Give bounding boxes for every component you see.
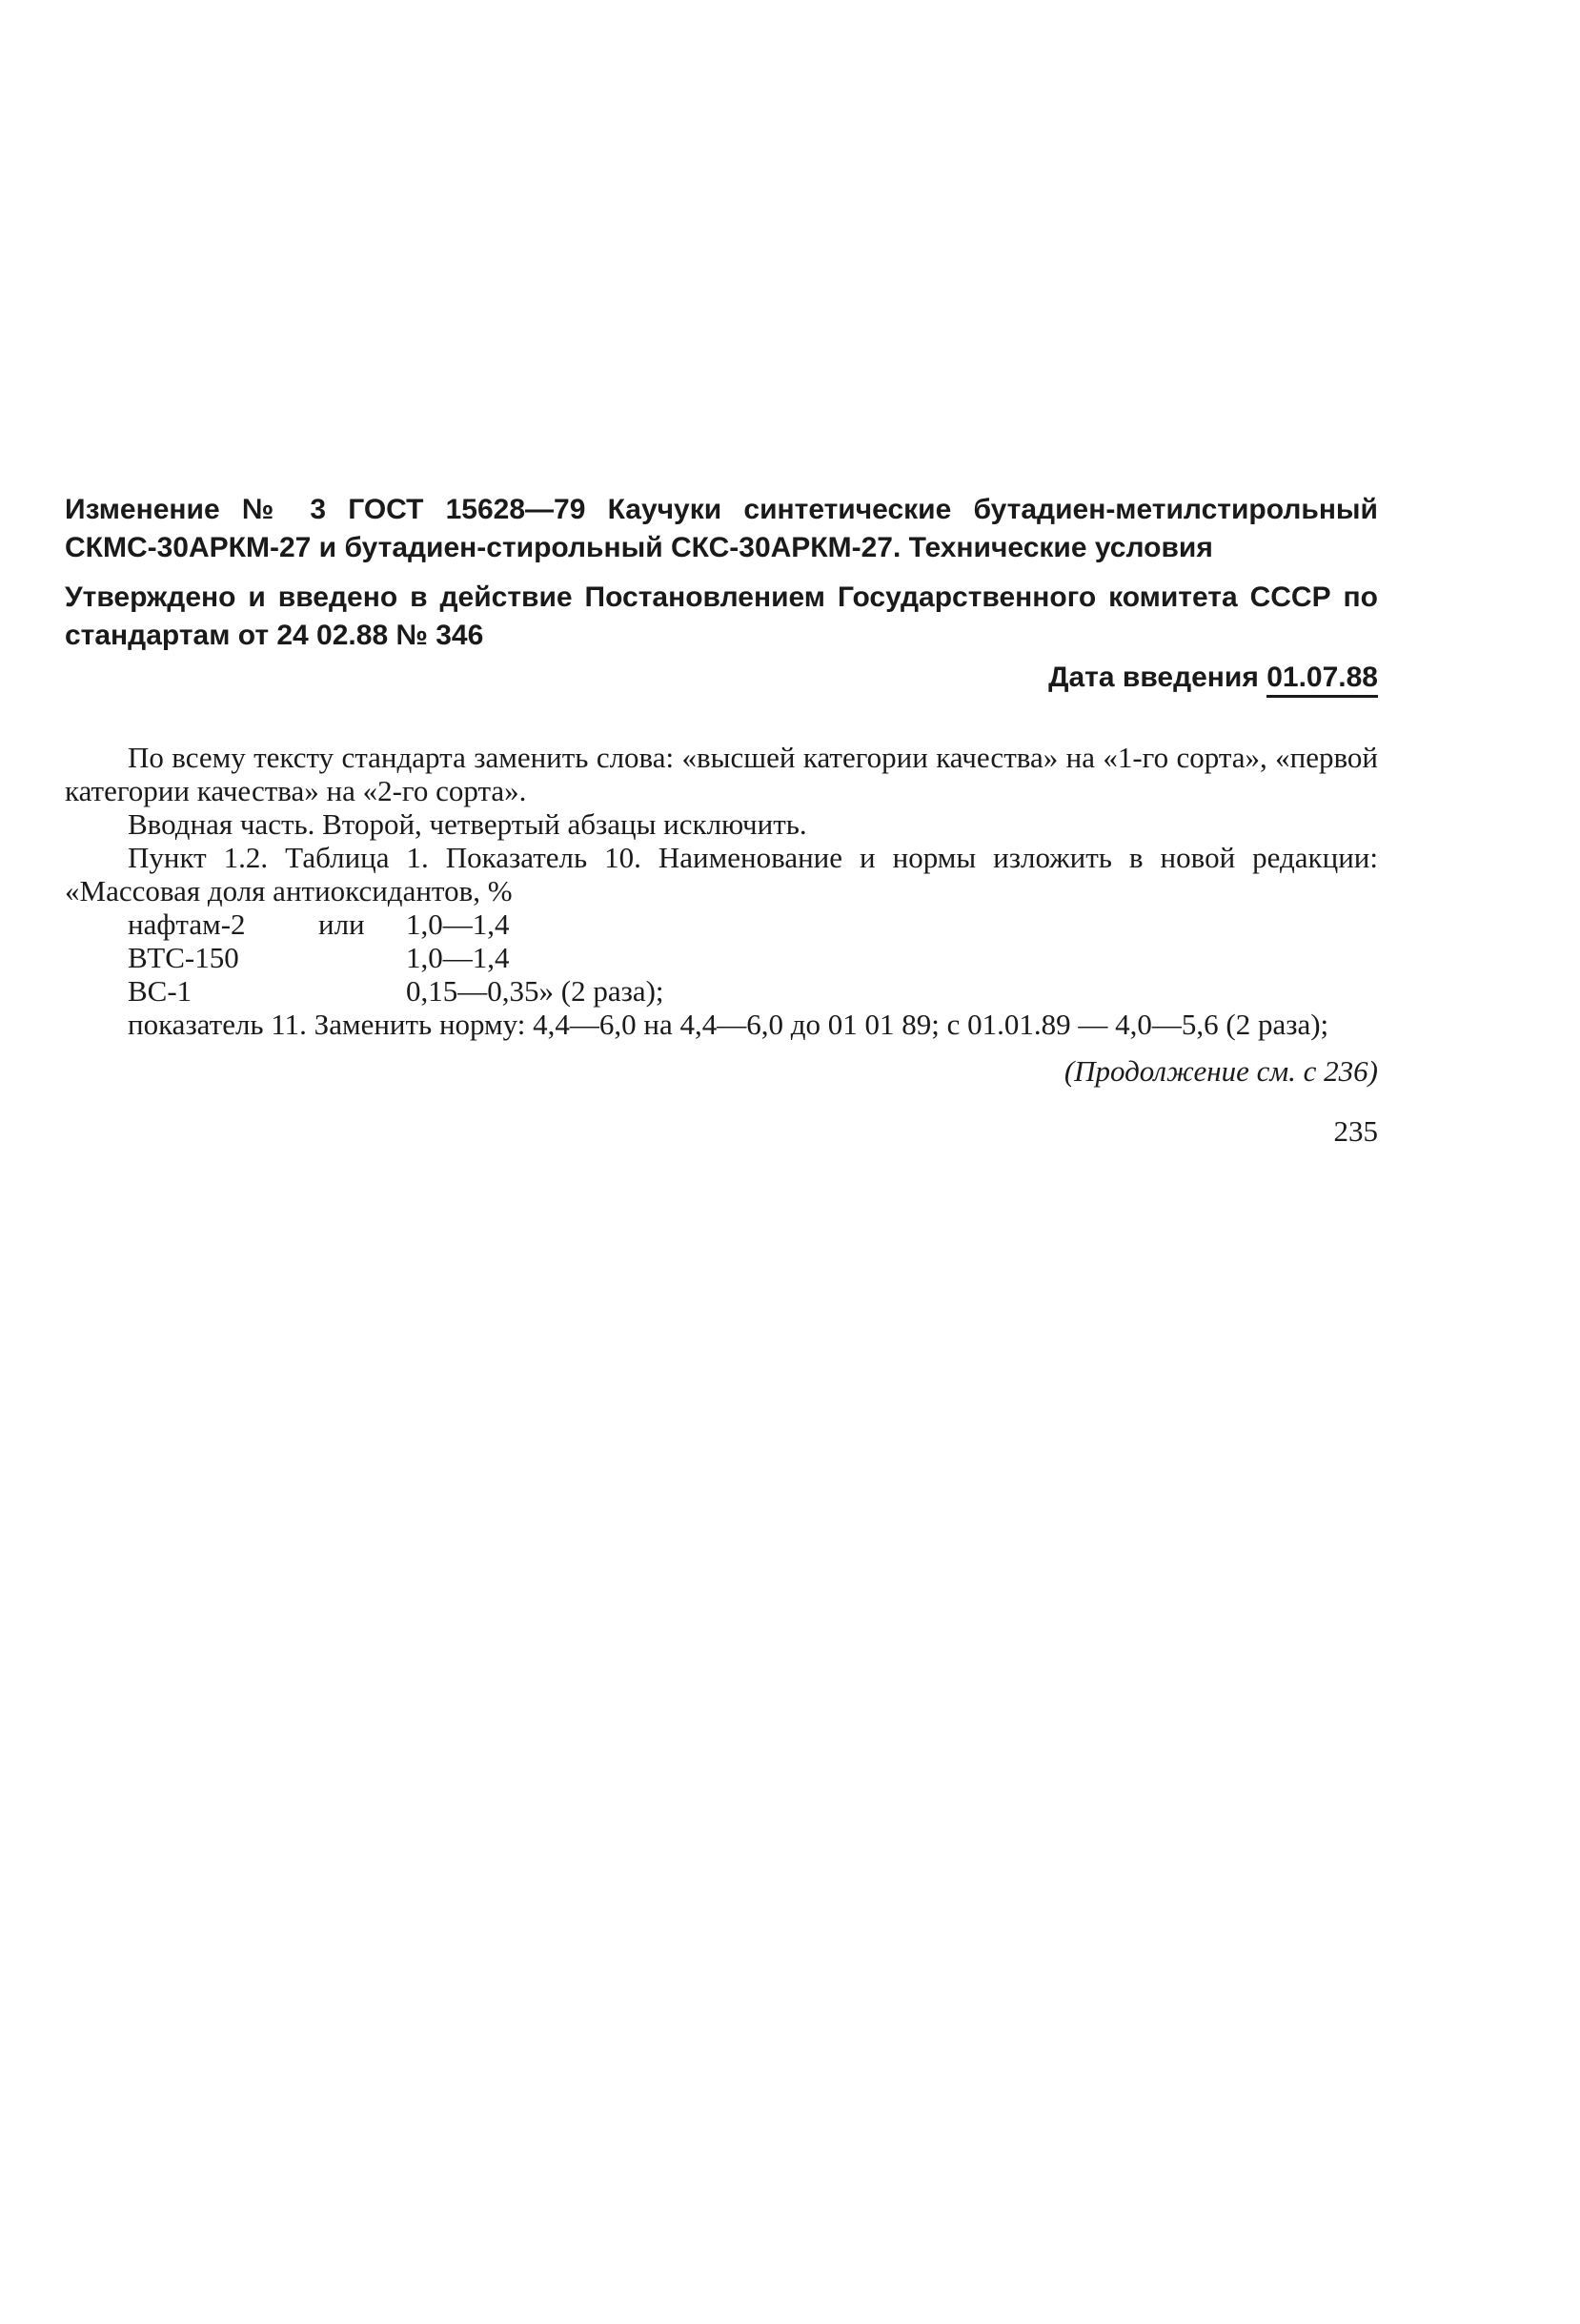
- effective-date-label: Дата введения: [1048, 662, 1259, 693]
- effective-date-value: 01.07.88: [1266, 662, 1378, 698]
- antioxidant-conj: или: [318, 907, 365, 941]
- antioxidant-conj: [318, 974, 406, 1008]
- paragraph-replace-words: По всему тексту стандарта заменить слова: «высшей категории качества» на «1-го сорта», «первой категории качества» на «2-го сорта».: [65, 741, 1378, 807]
- document-page: [65, 491, 1378, 1148]
- approval-statement: Утверждено и введено в действие Постановлением Государственного комитета СССР по стандартам от 24 02.88 № 346: [65, 581, 1378, 651]
- antioxidant-row: [65, 941, 1378, 974]
- antioxidant-value: 0,15—0,35» (2 раза);: [406, 974, 664, 1008]
- continued-note: (Продолжение см. с 236): [1063, 1054, 1378, 1088]
- antioxidant-value: 1,0—1,4: [406, 907, 510, 941]
- antioxidant-name: нафтам-2: [128, 907, 246, 941]
- antioxidant-conj: [318, 941, 406, 974]
- antioxidant-name: ВС-1: [128, 974, 192, 1008]
- page-number: 235: [1333, 1114, 1378, 1148]
- paragraph-indicator-11: показатель 11. Заменить норму: 4,4—6,0 на 4,4—6,0 до 01 01 89; с 01.01.89 — 4,0—5,6 (2 раза);: [128, 1008, 1329, 1041]
- antioxidant-value: 1,0—1,4: [406, 941, 510, 974]
- body-text: [65, 741, 1378, 1041]
- paragraph-item-1-2: Пункт 1.2. Таблица 1. Показатель 10. Наименование и нормы изложить в новой редакции: «Массовая доля антиоксидантов, %: [65, 841, 1378, 907]
- antioxidant-row: [65, 907, 1378, 941]
- antioxidant-name: ВТС-150: [128, 941, 239, 974]
- antioxidant-row: [65, 974, 1378, 1008]
- paragraph-intro-part: Вводная часть. Второй, четвертый абзацы исключить.: [128, 807, 807, 841]
- effective-date: [65, 659, 1378, 697]
- document-title: Изменение № 3 ГОСТ 15628—79 Каучуки синтетические бутадиен-метилстирольный СКМС-30АРКМ-27 и бутадиен-стирольный СКС-30АРКМ-27. Технические условия: [65, 494, 1378, 563]
